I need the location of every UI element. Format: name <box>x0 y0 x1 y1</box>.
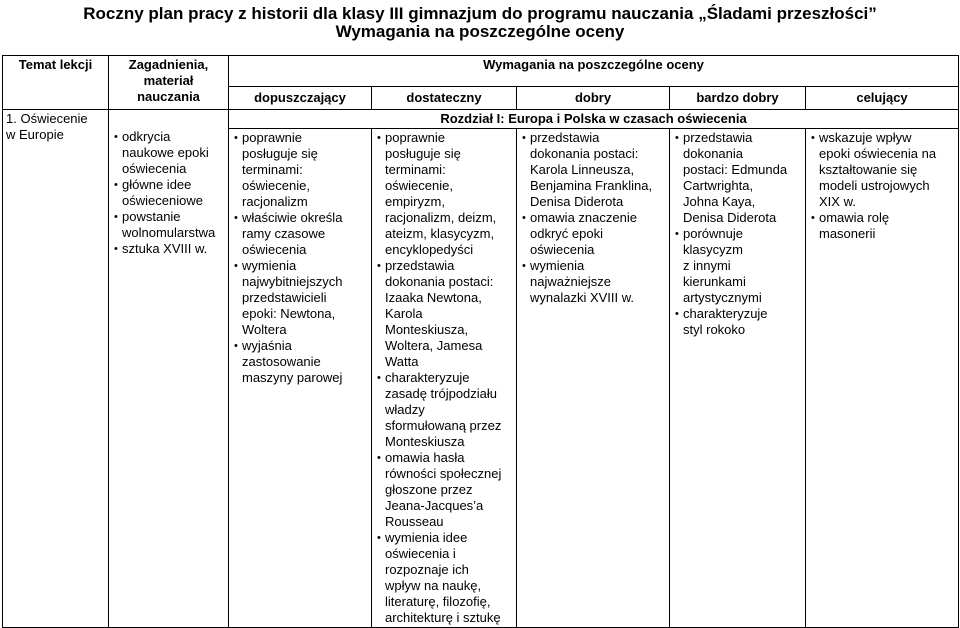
bullet-item: • charakteryzuje <box>375 370 513 386</box>
bullet-item-continuation: literaturę, filozofię, <box>385 594 491 609</box>
bullet-item: • poprawnie <box>232 130 368 146</box>
bullet-item-continuation: Karola Linneusza, <box>530 162 635 177</box>
bullet-item-continuation: rozpoznaje ich <box>385 562 469 577</box>
grade-list <box>375 130 513 626</box>
bullet-item: • przedstawia <box>520 130 666 146</box>
grade-cell-dobry <box>517 129 670 628</box>
bullet-item-continuation: terminami: <box>242 162 303 177</box>
bullet-item: • wyjaśnia <box>232 338 368 354</box>
bullet-item-continuation: równości społecznej <box>385 466 502 481</box>
bullet-item-continuation: Monteskiusza, <box>385 322 469 337</box>
bullet-item-continuation: epoki oświecenia na <box>819 146 937 161</box>
grade-list <box>673 130 802 338</box>
bullet-item: • poprawnie <box>375 130 513 146</box>
bullet-item-continuation: Karola <box>385 306 423 321</box>
bullet-item-continuation: posługuje się <box>385 146 461 161</box>
topic-cell <box>3 110 109 628</box>
bullet-item-continuation: Watta <box>385 354 419 369</box>
bullet-item-continuation: posługuje się <box>242 146 318 161</box>
bullet-item-continuation: oświecenia i <box>385 546 456 561</box>
grade-header: dobry <box>517 87 670 110</box>
bullet-item: • sztuka XVIII w. <box>112 241 225 257</box>
section-title: Rozdział I: Europa i Polska w czasach oświecenia <box>229 110 959 129</box>
bullet-item: • przedstawia <box>673 130 802 146</box>
bullet-item-continuation: encyklopedyści <box>385 242 474 257</box>
bullet-item: • wymienia <box>232 258 368 274</box>
grade-list <box>809 130 955 242</box>
bullet-item-continuation: oświecenie, <box>385 178 453 193</box>
requirements-table <box>2 55 959 628</box>
bullet-item-continuation: styl rokoko <box>683 322 746 337</box>
grade-cell-celujacy <box>806 129 959 628</box>
bullet-item-continuation: modeli ustrojowych <box>819 178 930 193</box>
grade-cell-dopuszczajacy <box>229 129 372 628</box>
bullet-item-continuation: artystycznymi <box>683 290 762 305</box>
grade-header: bardzo dobry <box>670 87 806 110</box>
bullet-item-continuation: kształtowanie się <box>819 162 918 177</box>
header-content-line: nauczania <box>137 89 200 104</box>
bullet-item-continuation: oświeceniowe <box>122 193 203 208</box>
bullet-item: • wskazuje wpływ <box>809 130 955 146</box>
topic-line: w Europie <box>6 127 64 142</box>
topic-line: 1. Oświecenie <box>6 111 88 126</box>
bullet-item-continuation: ateizm, klasycyzm, <box>385 226 495 241</box>
bullet-item-continuation: postaci: Edmunda <box>683 162 788 177</box>
bullet-item-continuation: Jeana-Jacques’a <box>385 498 484 513</box>
bullet-item: • właściwie określa <box>232 210 368 226</box>
bullet-item-continuation: Woltera, Jamesa <box>385 338 483 353</box>
bullet-item-continuation: kierunkami <box>683 274 746 289</box>
bullet-item: • omawia rolę <box>809 210 955 226</box>
grade-cell-bardzo-dobry <box>670 129 806 628</box>
bullet-item: • porównuje <box>673 226 802 242</box>
grade-list <box>232 130 368 386</box>
bullet-item-continuation: Cartwrighta, <box>683 178 754 193</box>
bullet-item-continuation: przedstawicieli <box>242 290 327 305</box>
bullet-item-continuation: głoszone przez <box>385 482 473 497</box>
bullet-item-continuation: wpływ na naukę, <box>385 578 482 593</box>
bullet-item-continuation: wolnomularstwa <box>122 225 216 240</box>
grade-list <box>520 130 666 306</box>
bullet-item-continuation: dokonania postaci: <box>385 274 494 289</box>
header-requirements: Wymagania na poszczególne oceny <box>229 56 959 87</box>
bullet-item-continuation: Denisa Diderota <box>530 194 624 209</box>
bullet-item-continuation: Izaaka Newtona, <box>385 290 482 305</box>
bullet-item-continuation: z innymi <box>683 258 731 273</box>
bullet-item-continuation: sformułowaną przez <box>385 418 502 433</box>
grade-header: celujący <box>806 87 959 110</box>
bullet-item-continuation: najwybitniejszych <box>242 274 343 289</box>
bullet-item-continuation: dokonania postaci: <box>530 146 639 161</box>
bullet-item-continuation: Rousseau <box>385 514 444 529</box>
bullet-item: • wymienia <box>520 258 666 274</box>
bullet-item-continuation: terminami: <box>385 162 446 177</box>
bullet-item-continuation: architekturę i sztukę <box>385 610 501 625</box>
bullet-item-continuation: XIX w. <box>819 194 856 209</box>
bullet-item-continuation: Woltera <box>242 322 287 337</box>
bullet-item: • wymienia idee <box>375 530 513 546</box>
document-title: Roczny plan pracy z historii dla klasy III gimnazjum do programu nauczania „Śladami przeszłości” <box>83 4 877 23</box>
bullet-item-continuation: odkryć epoki <box>530 226 603 241</box>
bullet-item-continuation: dokonania <box>683 146 743 161</box>
bullet-item-continuation: ramy czasowe <box>242 226 326 241</box>
bullet-item-continuation: oświecenia <box>122 161 187 176</box>
bullet-item-continuation: racjonalizm, deizm, <box>385 210 497 225</box>
section-row <box>3 110 959 129</box>
header-content-line: materiał <box>143 73 194 88</box>
bullet-item-continuation: masonerii <box>819 226 876 241</box>
bullet-item-continuation: zasadę trójpodziału <box>385 386 498 401</box>
bullet-item: • odkrycia <box>112 129 225 145</box>
bullet-item: • charakteryzuje <box>673 306 802 322</box>
bullet-item-continuation: oświecenia <box>530 242 595 257</box>
header-topic: Temat lekcji <box>3 56 109 110</box>
bullet-item-continuation: władzy <box>385 402 425 417</box>
bullet-item-continuation: Benjamina Franklina, <box>530 178 653 193</box>
bullet-item-continuation: najważniejsze <box>530 274 611 289</box>
grade-header: dostateczny <box>372 87 517 110</box>
bullet-item-continuation: Johna Kaya, <box>683 194 756 209</box>
bullet-item: • główne idee <box>112 177 225 193</box>
document-subtitle: Wymagania na poszczególne oceny <box>335 22 625 41</box>
bullet-item-continuation: zastosowanie <box>242 354 321 369</box>
bullet-item-continuation: naukowe epoki <box>122 145 209 160</box>
header-content <box>109 56 229 110</box>
bullet-item-continuation: oświecenie, <box>242 178 310 193</box>
bullet-item: • powstanie <box>112 209 225 225</box>
bullet-item-continuation: klasycyzm <box>683 242 743 257</box>
bullet-item-continuation: oświecenia <box>242 242 307 257</box>
bullet-item: • przedstawia <box>375 258 513 274</box>
content-cell <box>109 110 229 628</box>
header-row <box>3 56 959 87</box>
bullet-item-continuation: Denisa Diderota <box>683 210 777 225</box>
bullet-item-continuation: racjonalizm <box>242 194 308 209</box>
content-list <box>112 129 225 257</box>
bullet-item: • omawia znaczenie <box>520 210 666 226</box>
bullet-item-continuation: empiryzm, <box>385 194 445 209</box>
bullet-item-continuation: wynalazki XVIII w. <box>530 290 635 305</box>
bullet-item-continuation: epoki: Newtona, <box>242 306 336 321</box>
bullet-item-continuation: maszyny parowej <box>242 370 343 385</box>
grade-cell-dostateczny <box>372 129 517 628</box>
header-content-line: Zagadnienia, <box>128 57 209 72</box>
grade-header: dopuszczający <box>229 87 372 110</box>
bullet-item: • omawia hasła <box>375 450 513 466</box>
bullet-item-continuation: Monteskiusza <box>385 434 465 449</box>
